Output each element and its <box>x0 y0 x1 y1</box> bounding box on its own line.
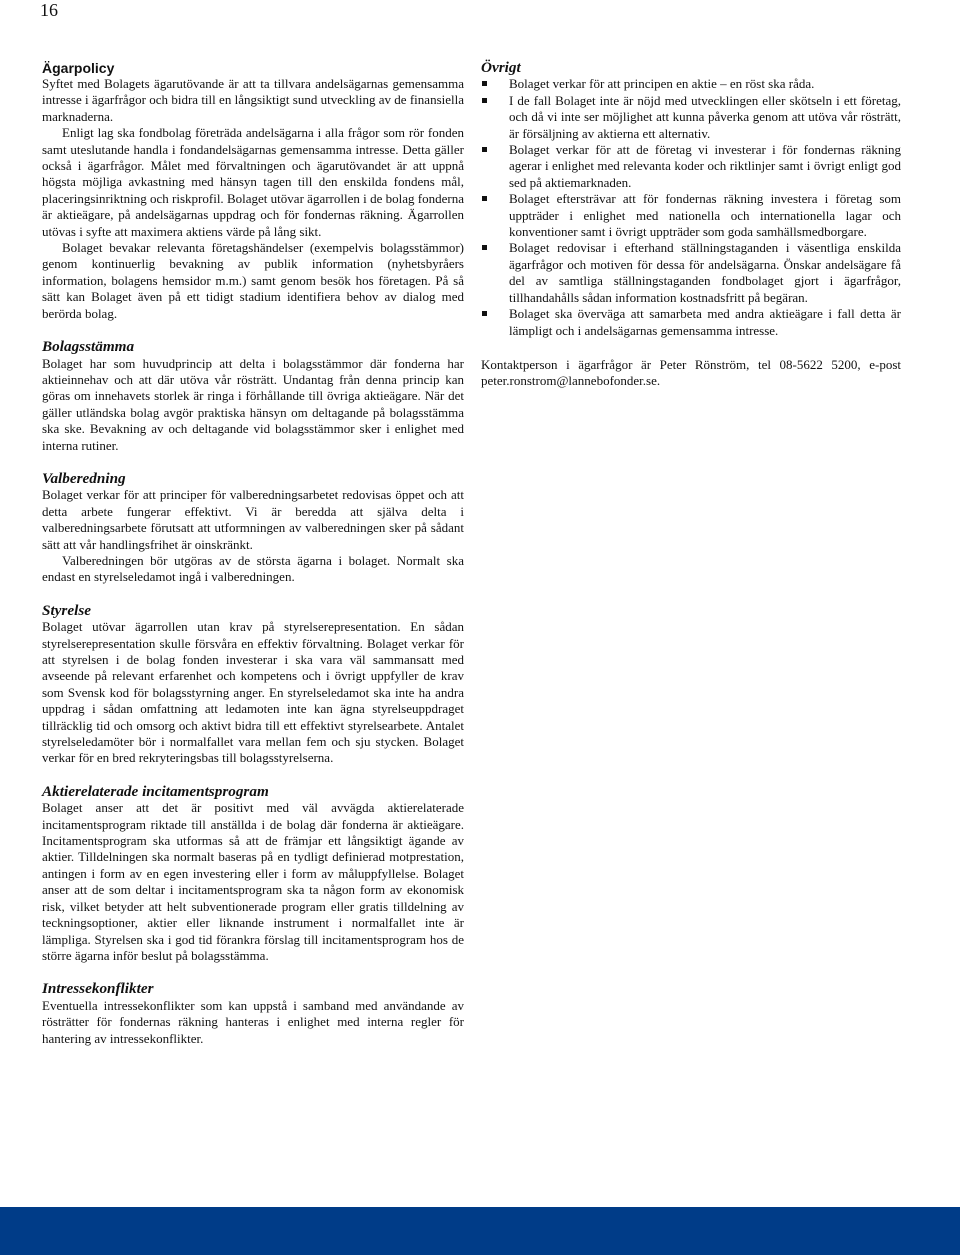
list-item <box>481 191 901 240</box>
square-bullet-icon <box>482 311 487 316</box>
square-bullet-icon <box>482 81 487 86</box>
paragraph: Bolaget har som huvudprincip att delta i bolagsstämmor där fonderna har aktieinnehav och att där utöva vår rösträtt. Undantag från denna princip kan göras om innehavets storlek är ringa i förhållande till övriga aktieägare. När det gäller utländska bolag avgör praktiska hänsyn om deltagande på bolagsstämma ska ske. Bevakning av och deltagande vid bolagsstämmor sker i enlighet med interna rutiner. <box>42 355 464 453</box>
page-number: 16 <box>40 0 58 20</box>
section-agarpolicy <box>42 60 464 322</box>
section-aktierelaterade <box>42 784 464 964</box>
paragraph: Bolaget verkar för att principer för valberedningsarbetet redovisas öppet och att detta arbete fungerar effektivt. Vi är beredda att själva delta i valberedningsarbete förutsatt att utformningen av valberedningen sker på sådant sätt att vår handlingsfrihet är oinskränkt. <box>42 487 464 552</box>
section-intressekonflikter <box>42 981 464 1047</box>
left-column <box>42 60 464 1064</box>
paragraph: Bolaget bevakar relevanta företagshändelser (exempelvis bolagsstämmor) genom kontinuerlig bevakning av publik information (nyhetsbyråers information, bolagens hemsidor m.m.) samt genom besök hos företagen. På så sätt kan Bolaget även på ett tidigt stadium identifiera behov av dialog med berörda bolag. <box>42 240 464 321</box>
list-item <box>481 142 901 191</box>
list-item <box>481 93 901 142</box>
paragraph: Syftet med Bolagets ägarutövande är att ta tillvara andelsägarnas gemensamma intresse i ägarfrågor och bidra till en långsiktigt sund utveckling av de finansiella marknaderna. <box>42 76 464 124</box>
list-item <box>481 240 901 306</box>
list-item-text: Bolaget verkar för att principen en aktie – en röst ska råda. <box>509 76 815 92</box>
section-valberedning <box>42 471 464 586</box>
bullet-list <box>481 76 901 339</box>
list-item-text: I de fall Bolaget inte är nöjd med utvecklingen eller skötseln i ett företag, och då vi inte ser möjlighet att kunna påverka genom att utöva vår rösträtt, är försäljning av aktierna ett alternativ. <box>509 92 901 141</box>
paragraph: Bolaget anser att det är positivt med väl avvägda aktierelaterade incitamentsprogram riktade till anställda i de bolag där fonderna är aktieägare. Incitamentsprogram ska utformas så att de främjar ett långsiktigt ägande av aktier. Tilldelningen ska normalt baseras på en tydligt definierad motprestation, antingen i form av en egen investering eller i form av måluppfyllelse. Bolaget anser att de som deltar i incitamentsprogram ska ta någon form av ekonomisk risk, vilket betyder att helt subventionerade program eller gratis tilldelning av teckningsoptioner, aktier eller liknande instrument i normalfallet inte är lämpliga. Styrelsen ska i god tid förankra förslag till incitamentsprogram hos de större ägarna inför beslut på bolagsstämma. <box>42 800 464 963</box>
square-bullet-icon <box>482 98 487 103</box>
section-ovrigt <box>481 60 901 339</box>
footer-band <box>0 1207 960 1255</box>
square-bullet-icon <box>482 196 487 201</box>
right-column <box>481 60 901 390</box>
section-bolagsstamma <box>42 339 464 454</box>
list-item-text: Bolaget redovisar i efterhand ställningstaganden i väsentliga enskilda ägarfrågor och motiven för dessa för andelsägarna. Önskar andelsägare få del av samtliga ställningstaganden fondbolaget gjort i ägarfrågor, tillhandahålls sådan information kostnadsfritt på begäran. <box>509 240 901 305</box>
section-heading-ovrigt: Övrigt <box>481 59 521 76</box>
list-item <box>481 76 901 92</box>
section-heading-styrelse: Styrelse <box>42 601 91 619</box>
section-heading-valberedning: Valberedning <box>42 469 126 487</box>
list-item <box>481 306 901 339</box>
square-bullet-icon <box>482 147 487 152</box>
section-heading-aktierelaterade: Aktierelaterade incitamentsprogram <box>42 782 269 800</box>
paragraph: Bolaget utövar ägarrollen utan krav på styrelserepresentation. En sådan styrelserepresentation skulle försvåra en effektiv förvaltning. Bolaget verkar för att styrelsen i de bolag fonden investerar i ska vara väl sammansatt med avseende på relevant erfarenhet och kompetens och i övrigt uppfyller de krav som Svensk kod för bolagsstyrning anger. En styrelseledamot ska inte ha andra uppdrag i sådan omfattning att ledamoten inte kan ägna styrelseuppdraget tillräcklig tid och omsorg och aktivt bidra till ett effektivt styrelsearbete. Antalet styrelseledamöter bör i normalfallet vara mellan fem och sju stycken. Bolaget verkar för en bred rekryteringsbas till bolagsstyrelserna. <box>42 619 464 766</box>
contact-info: Kontaktperson i ägarfrågor är Peter Rönström, tel 08-5622 5200, e-post peter.ronstrom@lannebofonder.se. <box>481 356 901 389</box>
section-heading-agarpolicy: Ägarpolicy <box>42 60 115 76</box>
square-bullet-icon <box>482 245 487 250</box>
list-item-text: Bolaget eftersträvar att för fondernas räkning investera i företag som uppträder i enlighet med nationella och internationella lagar och konventioner samt i övrigt uppträder som goda samhällsmedborgare. <box>509 191 901 240</box>
section-heading-bolagsstamma: Bolagsstämma <box>42 338 135 356</box>
list-item-text: Bolaget ska överväga att samarbeta med andra aktieägare i fall detta är lämpligt och i andelsägarnas gemensamma intresse. <box>509 306 901 338</box>
section-heading-intressekonflikter: Intressekonflikter <box>42 980 154 998</box>
paragraph: Enligt lag ska fondbolag företräda andelsägarna i alla frågor som rör fonden samt uteslutande handla i fondandelsägarnas gemensamma intresse. Detta gäller också i ägarfrågor. Målet med förvaltningen och ägarutövandet är att uppnå högsta möjliga avkastning med hänsyn tagen till den enskilda fondens mål, placeringsinriktning och riskprofil. Bolaget utövar ägarrollen i de bolag fonderna är aktieägare, på andelsägarnas uppdrag och för fondernas räkning. Ägarrollen utövas i syfte att maximera aktiens värde på lång sikt. <box>42 125 464 239</box>
paragraph: Eventuella intressekonflikter som kan uppstå i samband med användande av rösträtter för fondernas räkning hanteras i enlighet med interna regler för hantering av intressekonflikter. <box>42 997 464 1046</box>
paragraph: Valberedningen bör utgöras av de största ägarna i bolaget. Normalt ska endast en styrelseledamot ingå i valberedningen. <box>42 552 464 585</box>
list-item-text: Bolaget verkar för att de företag vi investerar i för fondernas räkning agerar i enlighet med relevanta koder och riktlinjer samt i övrigt enligt god sed på aktiemarknaden. <box>509 142 901 190</box>
section-styrelse <box>42 603 464 767</box>
